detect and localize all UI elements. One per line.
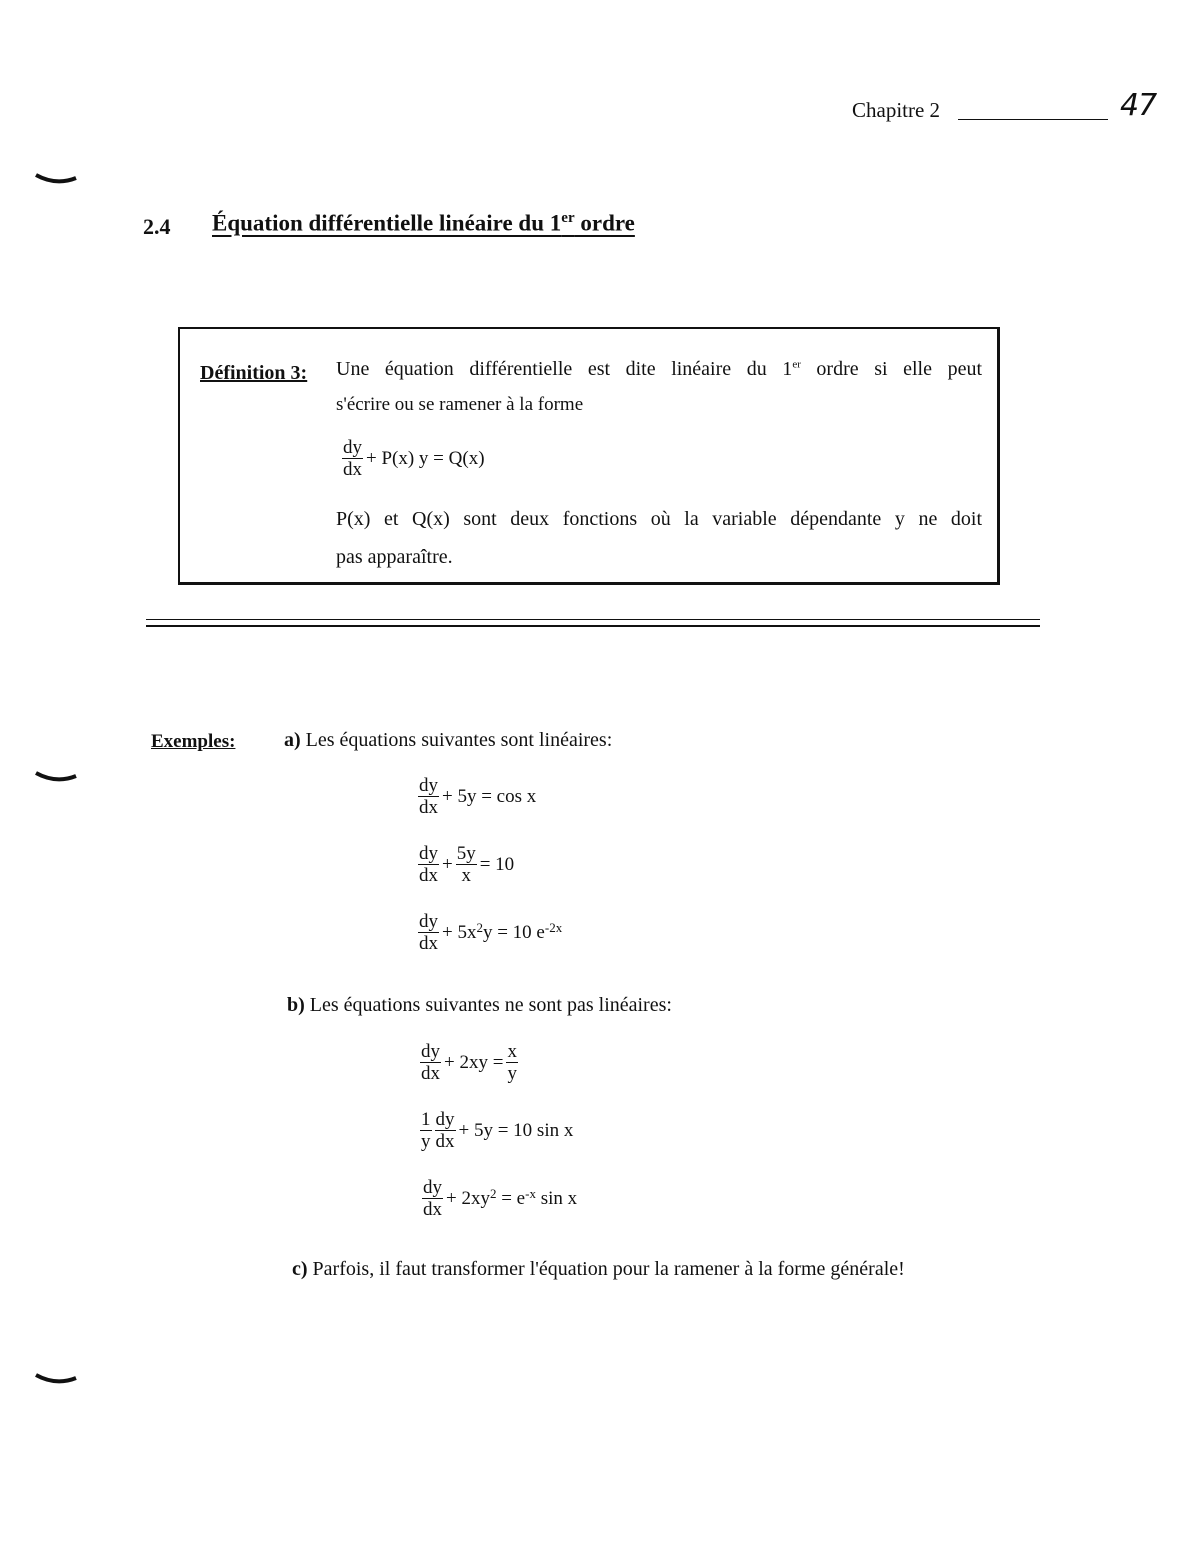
exponent-2: -2x	[544, 920, 563, 935]
fraction-denominator: dx	[419, 797, 438, 818]
definition-line-1	[336, 358, 982, 381]
equation-rest: = 10	[479, 853, 515, 875]
section-number: 2.4	[143, 214, 171, 239]
definition-line-1-end: ordre si elle peut	[800, 358, 983, 380]
fraction-numerator: x	[507, 1041, 517, 1062]
page-number: 47	[1120, 88, 1157, 123]
section-title	[212, 210, 635, 237]
equation-part-b: = e	[496, 1187, 526, 1209]
fraction-denominator: y	[421, 1131, 431, 1152]
example-b-equation-2	[420, 1110, 573, 1151]
definition-label: Définition 3:	[200, 362, 308, 384]
chapter-label: Chapitre 2	[852, 98, 941, 122]
fraction-denominator: dx	[419, 865, 438, 886]
example-a-letter: a)	[284, 729, 301, 751]
definition-line-1-sup: er	[792, 358, 801, 371]
exponent-2: -x	[525, 1186, 536, 1201]
fraction-dy-dx	[422, 1178, 443, 1219]
equation-part-a: + 2xy	[446, 1187, 490, 1209]
fraction-dy-dx	[418, 912, 439, 953]
punch-hole-mark-top	[34, 172, 78, 186]
equation-part-a: + 5x	[442, 921, 477, 943]
equation-rest: + 5y = cos x	[442, 785, 537, 807]
fraction-numerator: dy	[421, 1041, 440, 1062]
equation-rest: + 2xy =	[444, 1051, 504, 1073]
fraction-numerator: 5y	[456, 843, 476, 864]
fraction-denominator: dx	[435, 1131, 455, 1152]
fraction-1-y	[420, 1110, 432, 1151]
example-b-letter: b)	[287, 994, 305, 1016]
fraction-denominator: x	[461, 865, 471, 886]
punch-hole-mark-middle	[34, 770, 78, 784]
fraction-denominator: dx	[419, 933, 438, 954]
example-a-text: Les équations suivantes sont linéaires:	[300, 729, 613, 751]
example-b-equation-3	[422, 1178, 577, 1219]
example-c-text-line	[292, 1258, 905, 1281]
fraction-numerator: 1	[421, 1109, 431, 1130]
definition-line-3: P(x) et Q(x) sont deux fonctions où la variable dépendante y ne doit	[336, 508, 982, 530]
definition-formula	[342, 438, 485, 479]
section-title-end: ordre	[574, 210, 635, 236]
example-a-heading	[284, 729, 612, 752]
fraction-numerator: dy	[423, 1177, 442, 1198]
fraction-x-y	[506, 1042, 518, 1083]
example-a-equation-2	[418, 844, 514, 885]
fraction-denominator: y	[507, 1063, 517, 1084]
examples-label: Exemples:	[151, 731, 236, 752]
equation-part-c: sin x	[535, 1187, 578, 1209]
fraction-dy-dx	[418, 844, 439, 885]
definition-line-2: s'écrire ou se ramener à la forme	[336, 394, 584, 415]
fraction-numerator: dy	[419, 911, 438, 932]
fraction-numerator: dy	[435, 1109, 455, 1130]
fraction-denominator: dx	[423, 1199, 442, 1220]
section-divider	[146, 619, 1040, 627]
fraction-5y-x	[456, 844, 477, 885]
example-b-heading	[287, 994, 672, 1017]
example-a-equation-1	[418, 776, 536, 817]
equation-part-b: y = 10 e	[482, 921, 545, 943]
equation-rest: + 5y = 10 sin x	[458, 1119, 574, 1141]
example-a-equation-3	[418, 912, 562, 953]
header-rule	[958, 119, 1108, 120]
exponent-1: 2	[489, 1186, 497, 1201]
example-b-text: Les équations suivantes ne sont pas linéaires:	[304, 994, 672, 1016]
example-c-text: Parfois, il faut transformer l'équation pour la ramener à la forme générale!	[307, 1258, 905, 1280]
fraction-denominator: dx	[343, 459, 362, 480]
formula-rest: + P(x) y = Q(x)	[366, 447, 485, 469]
fraction-dy-dx	[342, 438, 363, 479]
section-title-sup: er	[561, 210, 575, 226]
fraction-dy-dx	[418, 776, 439, 817]
exponent-1: 2	[476, 920, 483, 935]
fraction-numerator: dy	[343, 437, 362, 458]
example-c-letter: c)	[292, 1258, 308, 1280]
section-title-main: Équation différentielle linéaire du 1	[212, 210, 562, 236]
punch-hole-mark-bottom	[34, 1372, 78, 1386]
definition-line-4: pas apparaître.	[336, 546, 453, 568]
example-b-equation-1	[420, 1042, 521, 1083]
plus-sign: +	[442, 853, 453, 875]
fraction-denominator: dx	[421, 1063, 440, 1084]
fraction-dy-dx	[435, 1110, 456, 1151]
fraction-numerator: dy	[419, 775, 438, 796]
fraction-numerator: dy	[419, 843, 438, 864]
definition-line-1-main: Une équation différentielle est dite linéaire du 1	[336, 358, 793, 380]
fraction-dy-dx	[420, 1042, 441, 1083]
